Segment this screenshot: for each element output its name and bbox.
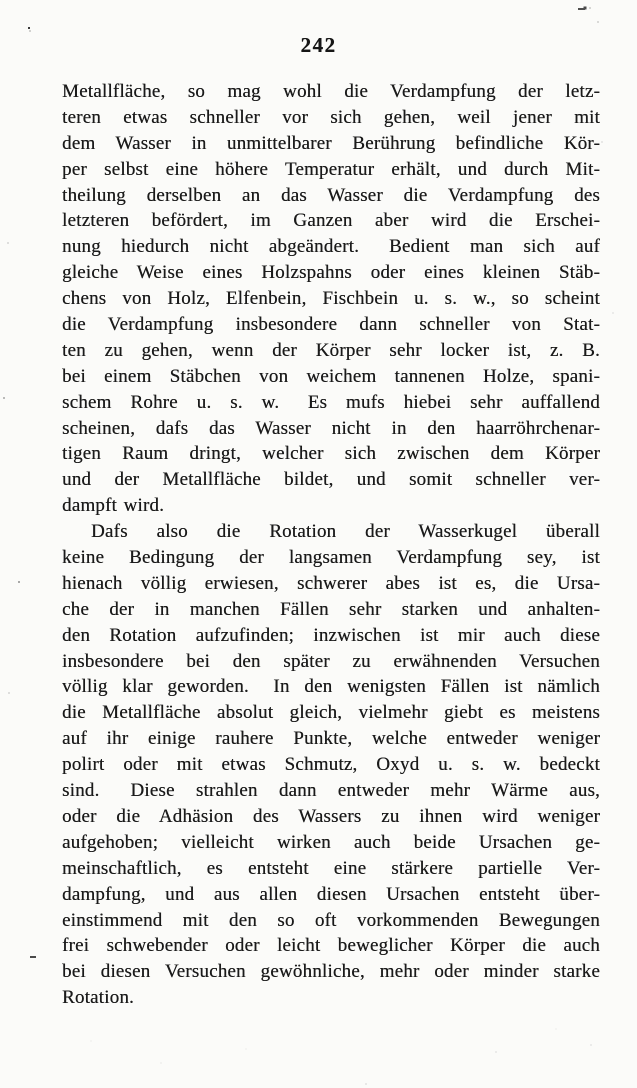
text-line: bei einem Stäbchen von weichem tannenen Holze, spani- [62,365,600,387]
corner-mark [578,8,585,10]
text-line: den Rotation aufzufinden; inzwischen ist mir auch diese [62,624,600,646]
text-line: Metallfläche, so mag wohl die Verdampfung der letz- [62,81,600,102]
text-line: theilung derselben an das Wasser die Verdampfung des [62,184,600,206]
text-line: bei diesen Versuchen gewöhnliche, mehr oder minder starke [62,961,600,983]
text-line: dem Wasser in unmittelbarer Berührung befindliche Kör- [62,132,600,154]
text-line: die Metallfläche absolut gleich, vielmehr giebt es meistens [62,702,600,724]
text-line: keine Bedingung der langsamen Verdampfung sey, ist [62,547,600,569]
text-line: oder die Adhäsion des Wassers zu ihnen wird weniger [62,805,600,827]
page-number: 242 [300,33,337,57]
text-line: die Verdampfung insbesondere dann schneller von Stat- [62,314,600,336]
text-line: polirt oder mit etwas Schmutz, Oxyd u. s. w. bedeckt [62,754,600,776]
text-line: tigen Raum dringt, welcher sich zwischen dem Körper [62,443,600,465]
text-line: Dafs also die Rotation der Wasserkugel überall [91,521,600,543]
text-line: aufgehoben; vielleicht wirken auch beide Ursachen ge- [62,831,600,853]
text-line: auf ihr einige rauhere Punkte, welche entweder weniger [62,728,600,750]
text-line: schem Rohre u. s. w. Es mufs hiebei sehr auffallend [62,391,600,413]
text-line: dampfung, und aus allen diesen Ursachen entsteht über- [62,883,600,905]
text-line: völlig klar geworden. In den wenigsten Fällen ist nämlich [62,676,600,698]
text-line: meinschaftlich, es entsteht eine stärkere partielle Ver- [62,857,600,879]
text-line: einstimmend mit den so oft vorkommenden Bewegungen [62,909,600,931]
text-line: gleiche Weise eines Holzspahns oder eines kleinen Stäb- [62,262,600,284]
text-line: per selbst eine höhere Temperatur erhält, und durch Mit- [62,158,600,180]
text-line: letzteren befördert, im Ganzen aber wird die Erschei- [62,210,600,232]
text-line: und der Metallfläche bildet, und somit schneller ver- [62,469,600,491]
text-line: teren etwas schneller vor sich gehen, weil jener mit [62,106,600,128]
text-line: chens von Holz, Elfenbein, Fischbein u. s. w., so scheint [62,288,600,310]
text-line: sind. Diese strahlen dann entweder mehr Wärme aus, [62,780,600,802]
margin-dash-mark [30,956,36,958]
text-line: frei schwebender oder leicht beweglicher Körper die auch [62,935,600,957]
text-line: nung hiedurch nicht abgeändert. Bedient man sich auf [62,236,600,258]
noise-dots [0,0,2,2]
text-line: insbesondere bei den später zu erwähnenden Versuchen [62,650,600,672]
text-line: ten zu gehen, wenn der Körper sehr locker ist, z. B. [62,339,600,361]
text-line: scheinen, dafs das Wasser nicht in den haarröhrchenar- [62,417,600,439]
body-text [62,79,600,1011]
text-line: che der in manchen Fällen sehr starken und anhalten- [62,598,600,620]
text-line: Rotation. [62,987,134,1009]
text-line: dampft wird. [62,495,165,517]
text-line: hienach völlig erwiesen, schwerer abes ist es, die Ursa- [62,572,600,594]
